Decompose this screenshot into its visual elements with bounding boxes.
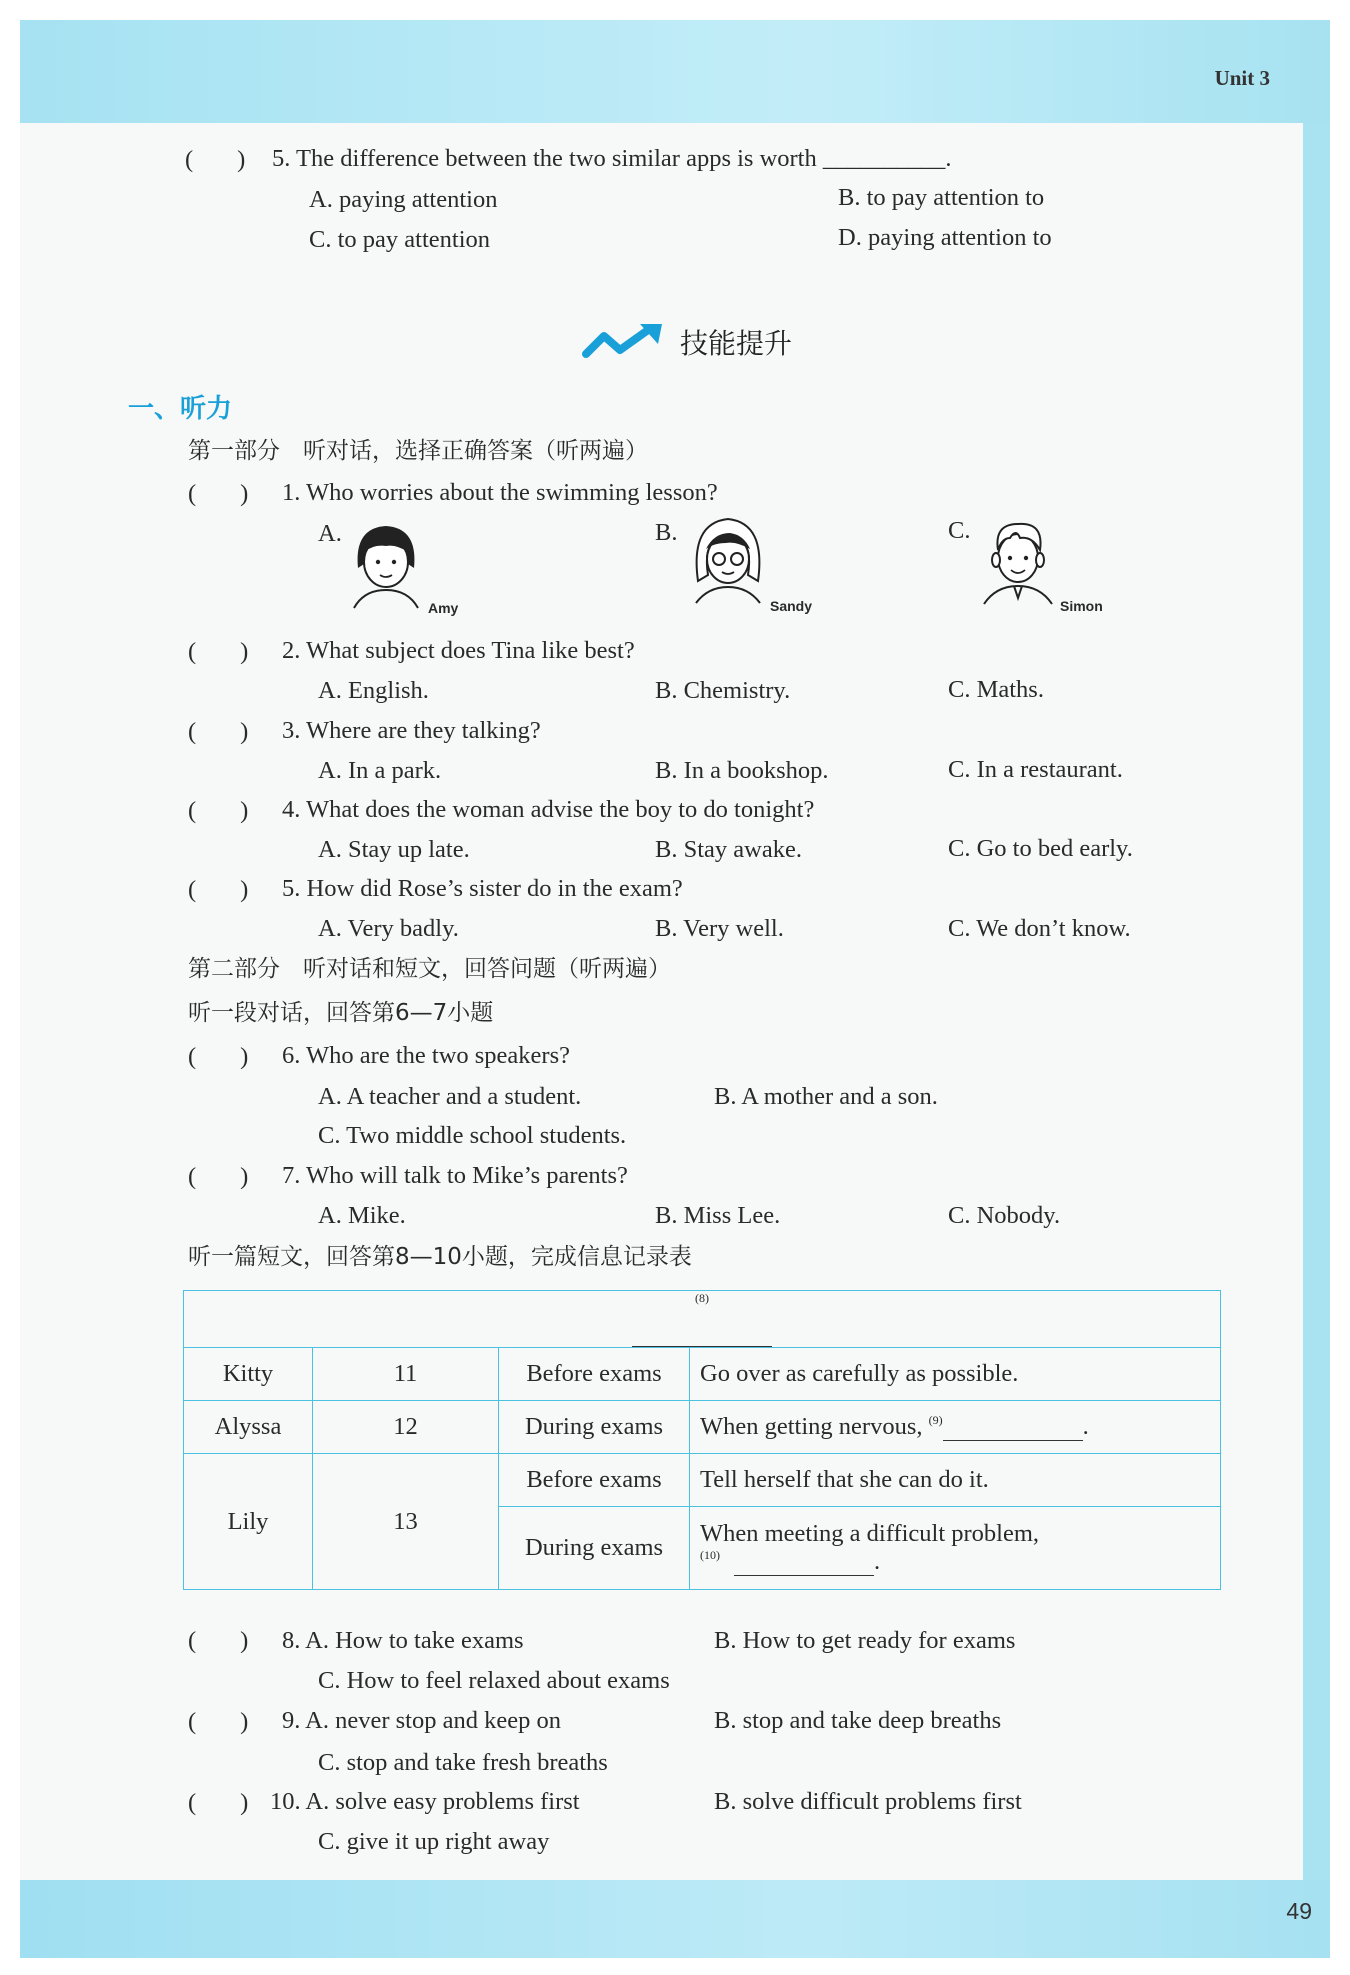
- option: A. A teacher and a student.: [318, 1083, 582, 1110]
- bottom-band: [20, 1880, 1330, 1958]
- option: B. Miss Lee.: [655, 1202, 781, 1229]
- table-title-cell[interactable]: (8): [184, 1291, 1221, 1348]
- answer-bracket[interactable]: ( ): [188, 638, 249, 665]
- option: C. Nobody.: [948, 1202, 1061, 1229]
- option: B. A mother and a son.: [714, 1083, 938, 1110]
- answer-bracket[interactable]: ( ): [188, 876, 249, 903]
- option: D. paying attention to: [838, 224, 1052, 251]
- question-stem: 1. Who worries about the swimming lesson?: [282, 479, 718, 506]
- option: A. Mike.: [318, 1202, 406, 1229]
- page-number: 49: [1286, 1898, 1312, 1924]
- option: A. Very badly.: [318, 915, 459, 942]
- part-instruction: 第一部分 听对话，选择正确答案（听两遍）: [188, 438, 648, 464]
- option: B. Stay awake.: [655, 836, 802, 863]
- question-stem: 2. What subject does Tina like best?: [282, 637, 635, 664]
- sub-instruction: 听一段对话，回答第6—7小题: [188, 1000, 494, 1026]
- part-instruction: 第二部分 听对话和短文，回答问题（听两遍）: [188, 956, 671, 982]
- answer-bracket[interactable]: ( ): [188, 797, 249, 824]
- portrait-name: Amy: [428, 600, 459, 616]
- answer-bracket[interactable]: ( ): [188, 718, 249, 745]
- top-band: [20, 20, 1330, 123]
- question-stem: 7. Who will talk to Mike’s parents?: [282, 1162, 628, 1189]
- table-row: During exams When meeting a difficult problem, $^{(10)}$ .: [184, 1507, 1221, 1590]
- option: B. Very well.: [655, 915, 784, 942]
- sub-instruction: 听一篇短文，回答第8—10小题，完成信息记录表: [188, 1244, 692, 1270]
- simon-portrait: [976, 516, 1060, 606]
- info-record-table: [183, 1290, 1221, 1590]
- option: C. to pay attention: [309, 226, 490, 253]
- option: C. Maths.: [948, 676, 1044, 703]
- trend-up-icon: [582, 322, 666, 362]
- option: B. In a bookshop.: [655, 757, 829, 784]
- question-stem: 4. What does the woman advise the boy to do tonight?: [282, 796, 815, 823]
- option: B. stop and take deep breaths: [714, 1707, 1002, 1734]
- option: A. English.: [318, 677, 429, 704]
- table-row: Kitty 11 Before exams Go over as carefully as possible.: [184, 1348, 1221, 1401]
- option-label: A.: [318, 520, 342, 547]
- amy-portrait: [344, 520, 428, 610]
- question-stem: 5. The difference between the two similar apps is worth __________.: [272, 145, 952, 172]
- answer-bracket[interactable]: ( ): [188, 480, 249, 507]
- question-stem: 8. A. How to take exams: [282, 1627, 524, 1654]
- question-stem: 5. How did Rose’s sister do in the exam?: [282, 875, 683, 902]
- answer-bracket[interactable]: ( ): [188, 1708, 249, 1735]
- answer-bracket[interactable]: ( ): [188, 1789, 249, 1816]
- table-row: Lily 13 Before exams Tell herself that she can do it.: [184, 1454, 1221, 1507]
- skill-heading: [582, 322, 792, 362]
- question-stem: 9. A. never stop and keep on: [282, 1707, 561, 1734]
- option: C. stop and take fresh breaths: [318, 1749, 608, 1776]
- unit-label: Unit 3: [1214, 66, 1270, 90]
- option: C. Go to bed early.: [948, 835, 1133, 862]
- option: C. In a restaurant.: [948, 756, 1123, 783]
- question-stem: 3. Where are they talking?: [282, 717, 541, 744]
- answer-blank[interactable]: [943, 1420, 1083, 1441]
- answer-bracket[interactable]: ( ): [188, 1627, 249, 1654]
- portrait-name: Sandy: [770, 598, 813, 614]
- option-label: B.: [655, 519, 678, 546]
- answer-blank[interactable]: [734, 1555, 874, 1576]
- option: B. How to get ready for exams: [714, 1627, 1016, 1654]
- option: B. to pay attention to: [838, 184, 1045, 211]
- option: C. give it up right away: [318, 1828, 550, 1855]
- option: A. paying attention: [309, 186, 498, 213]
- answer-blank[interactable]: [632, 1326, 772, 1347]
- answer-bracket[interactable]: ( ): [188, 1043, 249, 1070]
- table-row: Alyssa 12 During exams When getting nervous, $^{(9)}$ .: [184, 1401, 1221, 1454]
- skill-title: 技能提升: [680, 327, 793, 360]
- option: B. solve difficult problems first: [714, 1788, 1022, 1815]
- option: A. In a park.: [318, 757, 442, 784]
- question-stem: 10. A. solve easy problems first: [270, 1788, 580, 1815]
- question-stem: 6. Who are the two speakers?: [282, 1042, 570, 1069]
- answer-bracket[interactable]: ( ): [188, 1163, 249, 1190]
- option: C. How to feel relaxed about exams: [318, 1667, 670, 1694]
- sandy-portrait: [686, 515, 770, 605]
- option-label: C.: [948, 517, 971, 544]
- portrait-name: Simon: [1060, 598, 1103, 614]
- option: C. We don’t know.: [948, 915, 1131, 942]
- option: C. Two middle school students.: [318, 1122, 627, 1149]
- section-title: 一、听力: [128, 394, 233, 424]
- option: B. Chemistry.: [655, 677, 791, 704]
- answer-bracket[interactable]: ( ): [185, 146, 246, 173]
- option: A. Stay up late.: [318, 836, 470, 863]
